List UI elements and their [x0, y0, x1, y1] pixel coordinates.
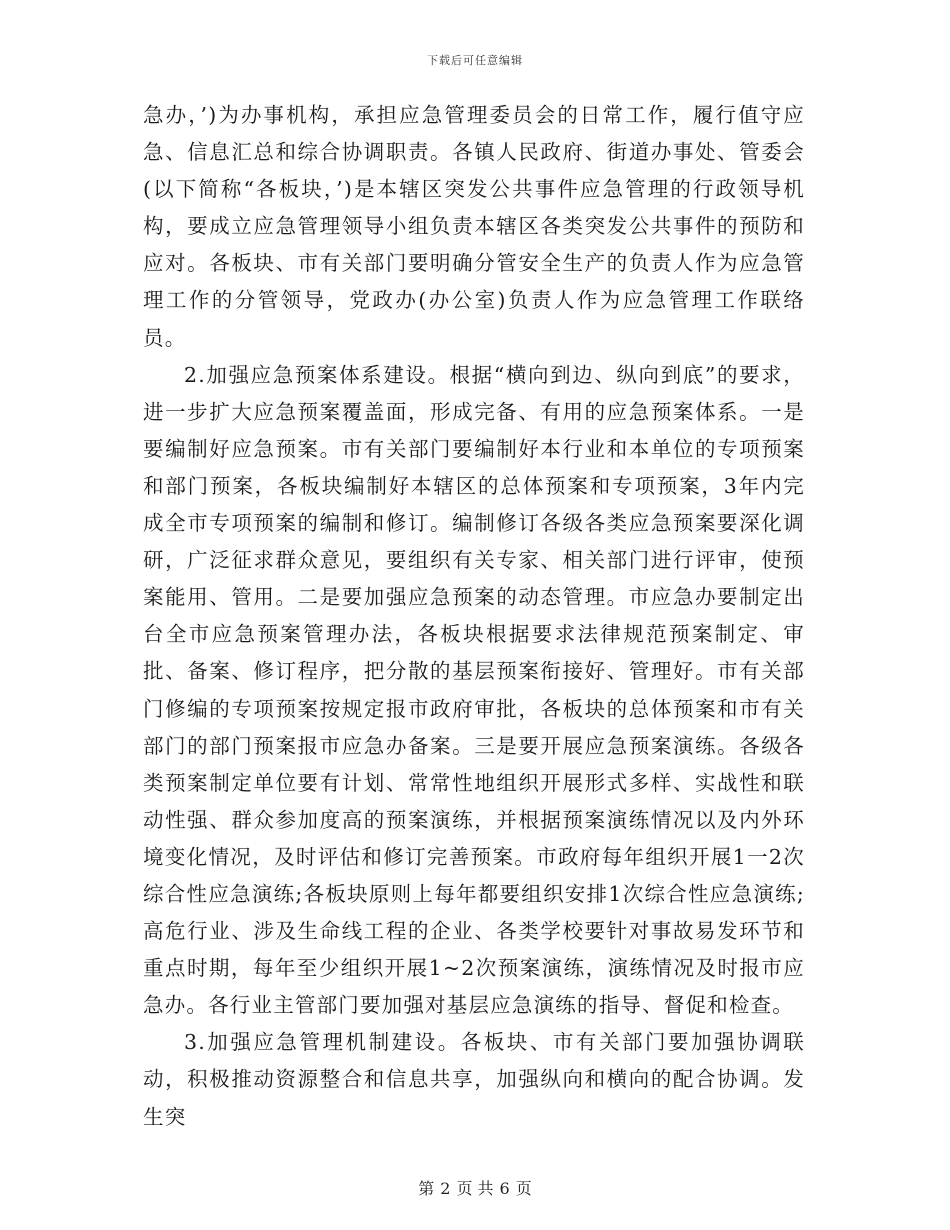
paragraph-1: 急办，’)为办事机构，承担应急管理委员会的日常工作，履行值守应急、信息汇总和综合协调职责。各镇人民政府、街道办事处、管委会(以下简称“各板块，’)是本辖区突发公共事件应急管理的行政领导机构，要成立应急管理领导小组负责本辖区各类突发公共事件的预防和应对。各板块、市有关部门要明确分管安全生产的负责人作为应急管理工作的分管领导，党政办(办公室)负责人作为应急管理工作联络员。	[143, 103, 805, 350]
footer-page-total: 6	[499, 1179, 510, 1198]
paragraph-3: 3.加强应急管理机制建设。各板块、市有关部门要加强协调联动，积极推动资源整合和信息共享，加强纵向和横向的配合协调。发生突	[143, 1030, 805, 1129]
page-header-note: 下载后可任意编辑	[427, 54, 523, 67]
footer-middle: 页 共	[456, 1179, 494, 1198]
footer-prefix: 第	[418, 1179, 435, 1198]
document-body	[143, 97, 805, 1136]
footer-page-current: 2	[440, 1179, 451, 1198]
footer-suffix: 页	[515, 1179, 532, 1198]
page-footer	[0, 1176, 950, 1199]
paragraph-2: 2.加强应急预案体系建设。根据“横向到边、纵向到底”的要求，进一步扩大应急预案覆盖面，形成完备、有用的应急预案体系。一是要编制好应急预案。市有关部门要编制好本行业和本单位的专项预案和部门预案，各板块编制好本辖区的总体预案和专项预案，3年内完成全市专项预案的编制和修订。编制修订各级各类应急预案要深化调研，广泛征求群众意见，要组织有关专家、相关部门进行评审，使预案能用、管用。二是要加强应急预案的动态管理。市应急办要制定出台全市应急预案管理办法，各板块根据要求法律规范预案制定、审批、备案、修订程序，把分散的基层预案衔接好、管理好。市有关部门修编的专项预案按规定报市政府审批，各板块的总体预案和市有关部门的部门预案报市应急办备案。三是要开展应急预案演练。各级各类预案制定单位要有计划、常常性地组织开展形式多样、实战性和联动性强、群众参加度高的预案演练，并根据预案演练情况以及内外环境变化情况，及时评估和修订完善预案。市政府每年组织开展1一2次综合性应急演练;各板块原则上每年都要组织安排1次综合性应急演练;高危行业、涉及生命线工程的企业、各类学校要针对事故易发环节和重点时期，每年至少组织开展1~2次预案演练，演练情况及时报市应急办。各行业主管部门要加强对基层应急演练的指导、督促和检查。	[143, 362, 805, 1018]
